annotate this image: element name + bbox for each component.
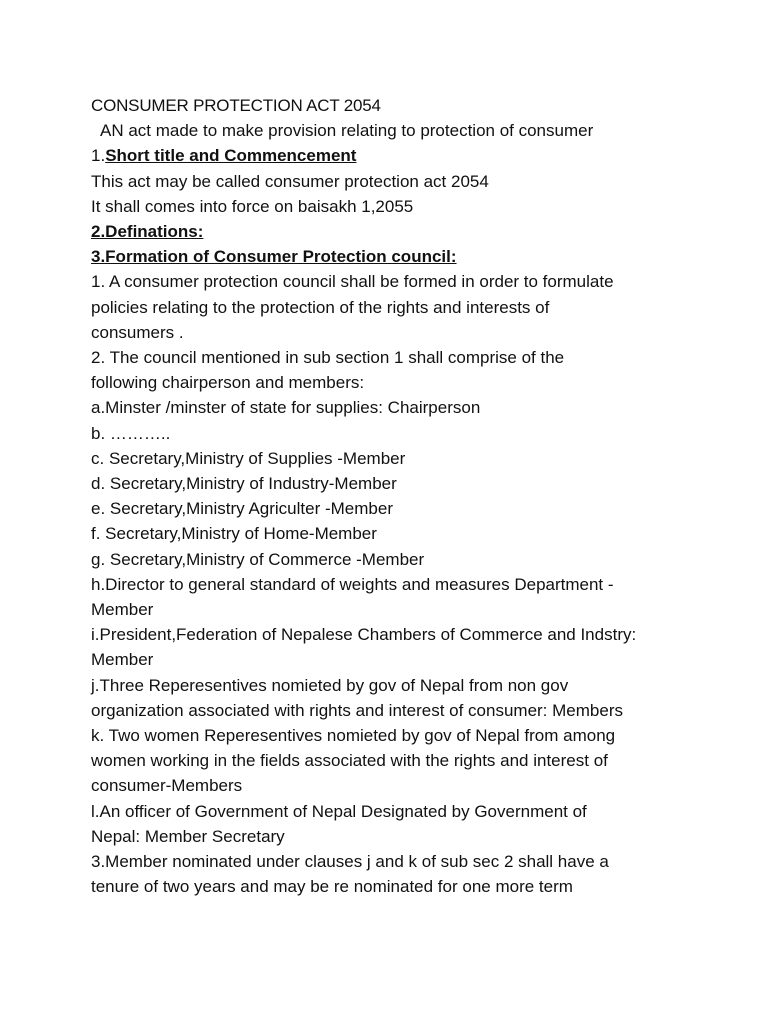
section-3-line: k. Two women Reperesentives nomieted by gov of Nepal from among bbox=[91, 726, 616, 746]
section-3-line: consumers . bbox=[91, 322, 184, 342]
section-1-heading: Short title and Commencement bbox=[105, 146, 357, 166]
section-3-line: l.An officer of Government of Nepal Designated by Government of bbox=[91, 801, 587, 821]
section-1-line: This act may be called consumer protection act 2054 bbox=[91, 171, 489, 191]
section-3-line: consumer-Members bbox=[91, 776, 243, 796]
section-2-heading: 2.Definations: bbox=[91, 222, 204, 242]
section-3-line: 3.Member nominated under clauses j and k of sub sec 2 shall have a bbox=[91, 852, 609, 872]
section-3-line: policies relating to the protection of the rights and interests of bbox=[91, 297, 550, 317]
section-1-line: It shall comes into force on baisakh 1,2055 bbox=[91, 196, 414, 216]
section-3-line: tenure of two years and may be re nominated for one more term bbox=[91, 877, 573, 897]
section-3-line: d. Secretary,Ministry of Industry-Member bbox=[91, 474, 397, 494]
section-3-heading: 3.Formation of Consumer Protection council: bbox=[91, 247, 457, 267]
section-3-line: 1. A consumer protection council shall be formed in order to formulate bbox=[91, 272, 614, 292]
section-3-line: j.Three Reperesentives nomieted by gov of Nepal from non gov bbox=[91, 675, 569, 695]
section-3-line: following chairperson and members: bbox=[91, 373, 365, 393]
section-3-line: b. ……….. bbox=[91, 423, 171, 443]
section-3-line: 2. The council mentioned in sub section 1 shall comprise of the bbox=[91, 348, 565, 368]
section-3-line: Nepal: Member Secretary bbox=[91, 826, 285, 846]
section-3-line: i.President,Federation of Nepalese Chambers of Commerce and Indstry: bbox=[91, 625, 637, 645]
section-3-line: Member bbox=[91, 650, 154, 670]
section-3-line: organization associated with rights and interest of consumer: Members bbox=[91, 700, 623, 720]
section-3-line: women working in the fields associated with the rights and interest of bbox=[91, 751, 608, 771]
section-3-line: f. Secretary,Ministry of Home-Member bbox=[91, 524, 377, 544]
section-1-heading-line bbox=[91, 143, 731, 168]
section-3-line: a.Minster /minster of state for supplies: Chairperson bbox=[91, 398, 481, 418]
document-title: CONSUMER PROTECTION ACT 2054 bbox=[91, 96, 381, 115]
section-3-line: c. Secretary,Ministry of Supplies -Member bbox=[91, 448, 406, 468]
section-3-line: g. Secretary,Ministry of Commerce -Member bbox=[91, 549, 425, 569]
section-3-line: Member bbox=[91, 600, 154, 620]
document-page bbox=[91, 93, 731, 900]
document-intro: AN act made to make provision relating to protection of consumer bbox=[100, 121, 594, 141]
section-3-line: e. Secretary,Ministry Agriculter -Member bbox=[91, 499, 393, 519]
section-3-line: h.Director to general standard of weights and measures Department - bbox=[91, 574, 614, 594]
section-1-number: 1. bbox=[91, 146, 106, 166]
